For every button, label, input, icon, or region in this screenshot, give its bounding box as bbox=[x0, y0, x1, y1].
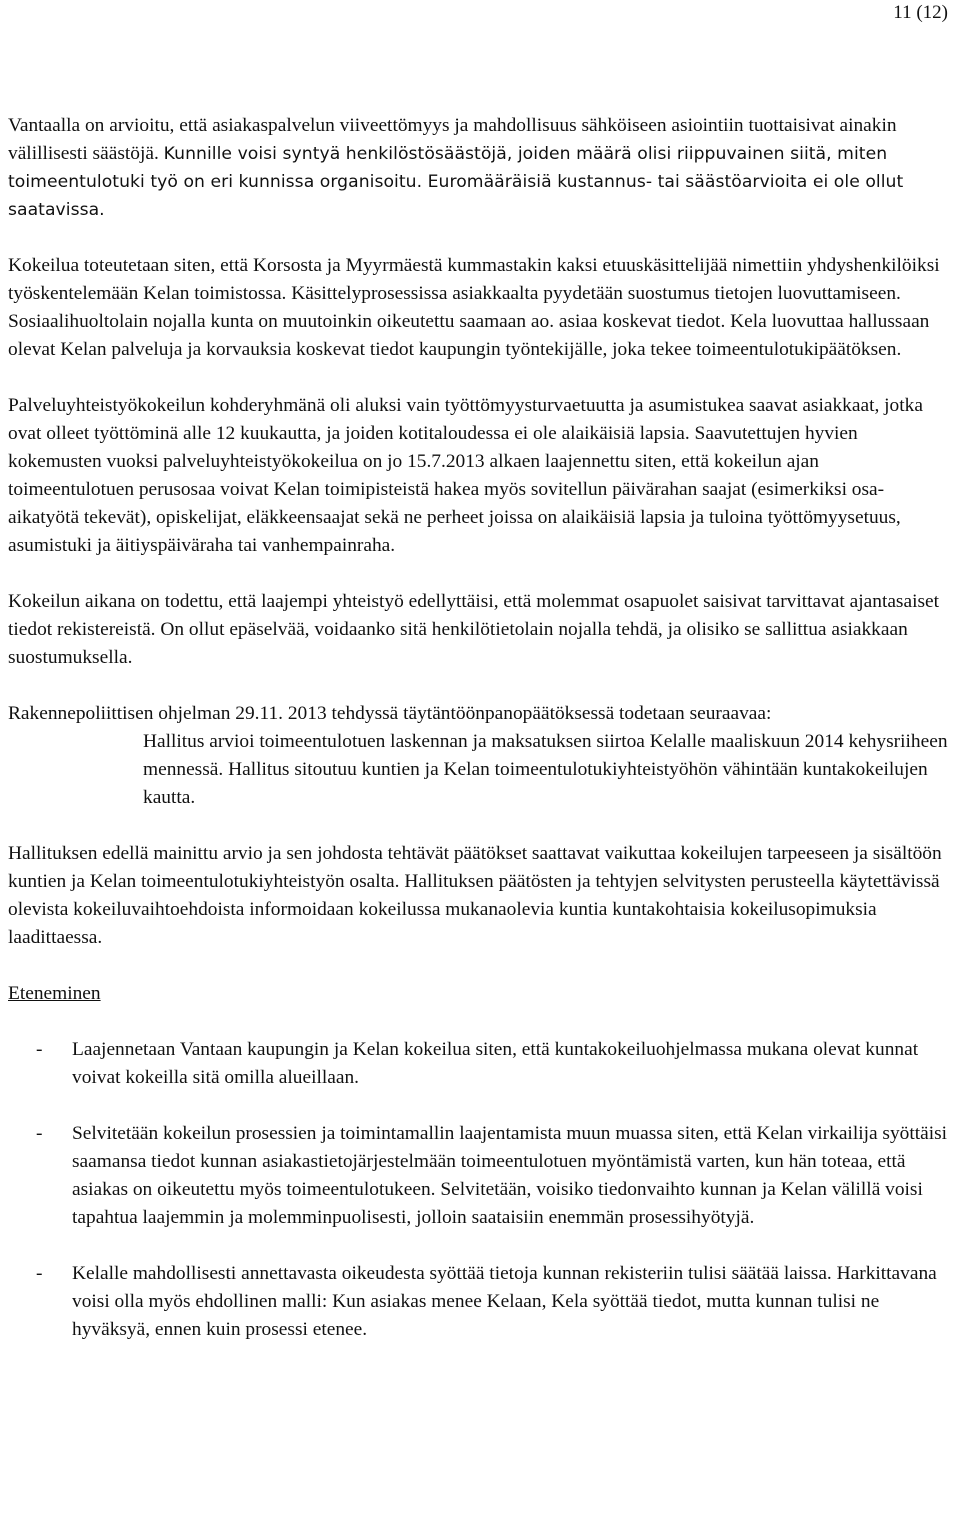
list-item-text: Laajennetaan Vantaan kaupungin ja Kelan kokeilua siten, että kuntakokeiluohjelmassa mukana olevat kunnat voivat kokeilla sitä omilla alueillaan. bbox=[72, 1039, 919, 1088]
list-item bbox=[8, 1120, 948, 1232]
list-item-text: Selvitetään kokeilun prosessien ja toimintamallin laajentamista muun muassa siten, että Kelan virkailija syöttäisi saamansa tiedot kunnan asiakastietojärjestelmään toimeentulotuen myöntämistä varten, kun hän toteaa, että asiakas on oikeutettu myös toimeentulotukeen. Selvitetään, voisiko tiedonvaihto kunnan ja Kelan välillä voisi tapahtua laajemmin ja molemminpuolisesti, jolloin saataisiin enemmän prosessihyötyjä. bbox=[72, 1123, 948, 1228]
list-item bbox=[8, 1260, 948, 1344]
paragraph-6: Hallituksen edellä mainittu arvio ja sen johdosta tehtävät päätökset saattavat vaikuttaa kokeilujen tarpeeseen ja sisältöön kuntien ja Kelan toimeentulotukiyhteistyön osalta. Hallituksen päätösten ja tehtyjen selvitysten perusteella käytettävissä olevista kokeiluvaihtoehdoista informoidaan kokeilussa mukanaolevia kuntia kuntakohtaisia kokeilusopimuksia laadittaessa. bbox=[8, 843, 942, 948]
paragraph-1-part-a: Vantaalla on arvioitu, että asiakaspalvelun viiveettömyys ja mahdollisuus sähköiseen asiointiin tuottaisivat ainakin välillisesti säästöjä. bbox=[8, 115, 897, 164]
paragraph-3: Palveluyhteistyökokeilun kohderyhmänä oli aluksi vain työttömyysturvaetuutta ja asumistukea saavat asiakkaat, jotka ovat olleet työttöminä alle 12 kuukautta, ja joiden kotitaloudessa ei ole alaikäisiä lapsia. Saavutettujen hyvien kokemusten vuoksi palveluyhteistyökokeilua on jo 15.7.2013 alkaen laajennettu siten, että kokeilun ajan toimeentulotuen perusosaa voivat Kelan toimipisteistä hakea myös sovitellun päivärahan saajat (esimerkiksi osa-aikatyötä tekevät), opiskelijat, eläkkeensaajat sekä ne perheet joissa on alaikäisiä lapsia ja tuloina työttömyysetuus, asumistuki ja äitiyspäiväraha tai vanhempainraha. bbox=[8, 395, 923, 556]
document-body bbox=[8, 112, 948, 1344]
paragraph-2: Kokeilua toteutetaan siten, että Korsosta ja Myyrmäestä kummastakin kaksi etuuskäsittelijää nimettiin yhdyshenkilöiksi työskentelemään Kelan toimistossa. Käsittelyprosessissa asiakkaalta pyydetään suostumus tietojen luovuttamiseen. Sosiaalihuoltolain nojalla kunta on muutoinkin oikeutettu saamaan ao. asiaa koskevat tiedot. Kela luovuttaa hallussaan olevat Kelan palveluja ja korvauksia koskevat tiedot kaupungin työntekijälle, joka tekee toimeentulotukipäätöksen. bbox=[8, 255, 940, 360]
paragraph-1-part-b: Kunnille voisi syntyä henkilöstösäästöjä, joiden määrä olisi riippuvainen siitä, miten toimeentulotuki työ on eri kunnissa organisoitu. Euromääräisiä kustannus- tai säästöarvioita ei ole ollut saatavissa. bbox=[8, 144, 904, 220]
paragraph-1 bbox=[8, 112, 948, 224]
list-dash: - bbox=[36, 1039, 43, 1060]
list-item bbox=[8, 1036, 948, 1092]
paragraph-4: Kokeilun aikana on todettu, että laajempi yhteistyö edellyttäisi, että molemmat osapuolet saisivat tarvittavat ajantasaiset tiedot rekistereistä. On ollut epäselvää, voidaanko sitä henkilötietolain nojalla tehdä, ja olisiko se sallittua asiakkaan suostumuksella. bbox=[8, 591, 940, 668]
page-number: 11 (12) bbox=[893, 2, 948, 23]
indented-quote: Hallitus arvioi toimeentulotuen laskennan ja maksatuksen siirtoa Kelalle maaliskuun 2014 kehysriiheen mennessä. Hallitus sitoutuu kuntien ja Kelan toimeentulotukiyhteistyöhön vähintään kuntakokeilujen kautta. bbox=[143, 731, 948, 808]
list-item-text: Kelalle mahdollisesti annettavasta oikeudesta syöttää tietoja kunnan rekisteriin tulisi säätää laissa. Harkittavana voisi olla myös ehdollinen malli: Kun asiakas menee Kelaan, Kela syöttää tiedot, mutta kunnan tulisi ne hyväksyä, ennen kuin prosessi etenee. bbox=[72, 1263, 937, 1340]
list-dash: - bbox=[36, 1263, 43, 1284]
list-dash: - bbox=[36, 1123, 43, 1144]
paragraph-5: Rakennepoliittisen ohjelman 29.11. 2013 tehdyssä täytäntöönpanopäätöksessä todetaan seuraavaa: bbox=[8, 703, 772, 724]
section-heading: Eteneminen bbox=[8, 983, 101, 1004]
